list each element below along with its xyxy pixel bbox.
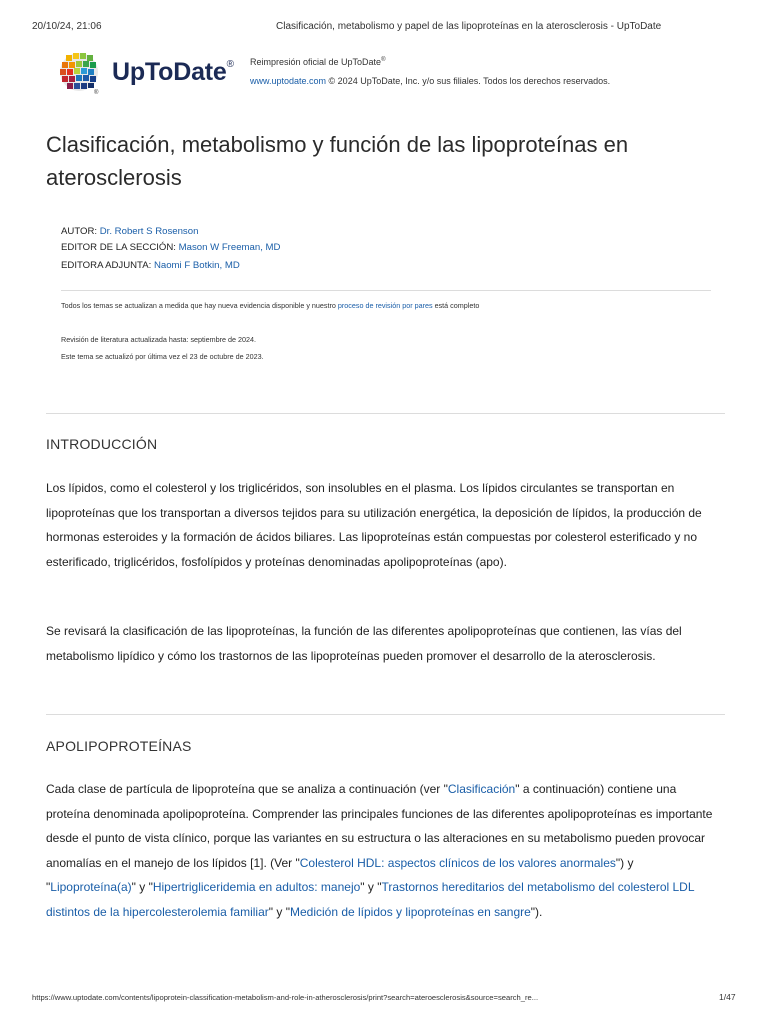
- link-medicion-lipidos[interactable]: Medición de lípidos y lipoproteínas en sangre: [289, 904, 531, 919]
- wordmark-text: UpToDate: [112, 58, 227, 86]
- section-editor-link[interactable]: Mason W Freeman, MD: [178, 242, 281, 253]
- link-lipoproteina-a[interactable]: Lipoproteína(a): [50, 880, 132, 894]
- deputy-editor-label: EDITORA ADJUNTA:: [61, 260, 154, 271]
- intro-paragraph-1: Los lípidos, como el colesterol y los triglicéridos, son insolubles en el plasma. Los lípidos circulantes se transportan en lipoproteínas que los transportan a diversos tejidos para su utilización energética, la deposición de lípidos, la producción de hormonas esteroides y la formación de ácidos biliares. Las lipoproteínas están compuestas por colesterol esterificado y no esterificado, triglicéridos, fosfolípidos y proteínas denominadas apolipoproteínas (apo).: [46, 481, 702, 569]
- link-trastornos-ldl[interactable]: Trastornos hereditarios del metabolismo del colesterol LDL distintos de la hipercolesterolemia familiar: [46, 880, 695, 919]
- apo-text: " y ": [360, 880, 382, 894]
- apo-text: " y ": [268, 904, 290, 919]
- link-clasificacion[interactable]: Clasificación: [447, 782, 516, 796]
- page-number: 1/47: [719, 992, 736, 1002]
- evidence-pre: Todos los temas se actualizan a medida que hay nueva evidencia disponible y nuestro: [61, 301, 338, 310]
- divider: [46, 413, 725, 414]
- link-hipertrigliceridemia[interactable]: Hipertrigliceridemia en adultos: manejo: [152, 880, 361, 894]
- section-editor-line: [61, 242, 280, 253]
- copyright-text: © 2024 UpToDate, Inc. y/o sus filiales. Todos los derechos reservados.: [326, 76, 611, 86]
- apo-text: Cada clase de partícula de lipoproteína que se analiza a continuación (ver ": [46, 782, 448, 796]
- article-title: Clasificación, metabolismo y función de las lipoproteínas en aterosclerosis: [46, 132, 629, 190]
- site-link[interactable]: www.uptodate.com: [250, 76, 327, 86]
- last-updated-date: Este tema se actualizó por última vez el 23 de octubre de 2023.: [61, 352, 264, 361]
- print-footer-url: https://www.uptodate.com/contents/lipoprotein-classification-metabolism-and-role-in-atherosclerosis/print?search=ateroesclerosis&source=search_re...: [32, 993, 539, 1002]
- author-line: [61, 226, 198, 237]
- apo-text: " y ": [131, 880, 153, 894]
- author-label: AUTOR:: [61, 226, 100, 237]
- reprint-label: Reimpresión oficial de UpToDate: [250, 57, 382, 67]
- uptodate-logo-icon: [60, 53, 102, 95]
- reprint-registered: ®: [381, 57, 386, 63]
- link-colesterol-hdl[interactable]: Colesterol HDL: aspectos clínicos de los valores anormales: [299, 855, 616, 870]
- divider: [46, 714, 725, 715]
- peer-review-link[interactable]: proceso de revisión por pares: [337, 301, 433, 310]
- copyright-line: [250, 76, 610, 86]
- divider: [61, 290, 711, 291]
- wordmark-registered: ®: [226, 58, 234, 70]
- deputy-editor-line: [61, 260, 240, 271]
- literature-review-date: Revisión de literatura actualizada hasta: septiembre de 2024.: [61, 335, 256, 344]
- section-heading-apolipoproteinas: APOLIPOPROTEÍNAS: [46, 738, 192, 754]
- section-heading-introduccion: INTRODUCCIÓN: [46, 436, 158, 452]
- evidence-post: está completo: [432, 301, 480, 310]
- print-datetime: 20/10/24, 21:06: [32, 21, 102, 32]
- apo-text: ").: [530, 904, 543, 919]
- apo-text: ") y ": [46, 855, 634, 894]
- author-link[interactable]: Dr. Robert S Rosenson: [99, 226, 199, 237]
- section-editor-label: EDITOR DE LA SECCIÓN:: [61, 242, 179, 253]
- apo-text: " a continuación) contiene una proteína denominada apolipoproteína. Comprender las principales funciones de las diferentes apolipoproteínas es importante desde el punto de vista clínico, porque las variantes en su estructura o las alteraciones en su metabolismo pueden provocar anomalías en el manejo de los lípidos [1]. (Ver ": [46, 782, 713, 870]
- evidence-note: [61, 301, 479, 310]
- print-page-title: Clasificación, metabolismo y papel de las lipoproteínas en la aterosclerosis - UpToDate: [276, 21, 662, 32]
- deputy-editor-link[interactable]: Naomi F Botkin, MD: [153, 260, 240, 271]
- uptodate-wordmark: [112, 58, 234, 87]
- apo-paragraph: [46, 777, 721, 924]
- intro-paragraph-2: Se revisará la clasificación de las lipoproteínas, la función de las diferentes apolipoproteínas que contienen, las vías del metabolismo lipídico y cómo los trastornos de las lipoproteínas pueden promover el desarrollo de la aterosclerosis.: [46, 624, 682, 663]
- svg-text:®: ®: [94, 90, 99, 95]
- reprint-notice: [250, 57, 385, 67]
